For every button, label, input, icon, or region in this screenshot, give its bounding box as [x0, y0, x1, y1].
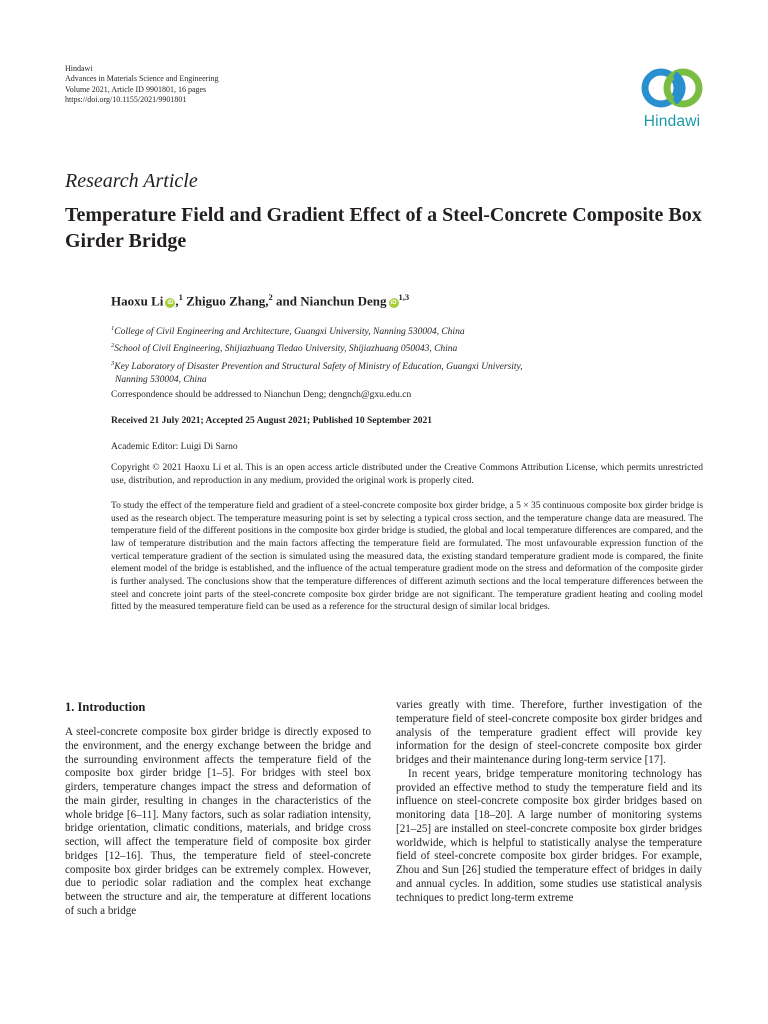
- affiliation: [111, 357, 631, 374]
- hindawi-logo-icon: [637, 64, 707, 114]
- abstract: To study the effect of the temperature field and gradient of a steel-concrete composite box girder bridge, a 5 × 35 continuous composite box girder bridge is used as the research object. The temperature measuring point is set by selecting a typical cross section, and the temperature change data are measured. The temperature field of the different positions in the composite box girder bridge is studied, the global and local temperature differences are compared, and the law of temperature distribution and the main factors affecting the temperature field are formulated. The most unfavourable expression function of the vertical temperature gradient of the section is simulated using the measured data, the existing standard temperature gradient mode is compared, the finite element model of the bridge is established, and the influence of the actual temperature gradient mode on the stress and deformation of the composite girder is further analysed. The conclusions show that the temperature differences of different azimuth sections and the local temperature differences between the steel and concrete joint parts of the steel-concrete composite box girder bridge are not significant. The temperature gradient heating and cooling model fitted by the measured temperature field can be used as a reference for the structural design of similar local bridges.: [111, 501, 704, 613]
- publication-dates: Received 21 July 2021; Accepted 25 August 2021; Published 10 September 2021: [111, 416, 432, 426]
- orcid-icon[interactable]: iD: [167, 300, 174, 307]
- affiliations: [111, 322, 631, 387]
- body-paragraph: A steel-concrete composite box girder bridge is directly exposed to the environment, and the energy exchange between the bridge and the surrounding environment affects the temperature field of the composite box girder bridge [1–5]. For bridges with steel box girders, temperature changes impact the stress and deformation of the main girder, resulting in changes in the characteristics of the whole bridge [6–11]. Many factors, such as solar radiation intensity, bridge orientation, climatic conditions, materials, and bridge cross section, will affect the temperature field of composite box girder bridges [12–16]. Thus, the temperature field of steel-concrete composite box girder bridges can be extremely complex. However, due to periodic solar radiation and the complex heat exchange between the structure and air, the temperature at different locations of such a bridge: [65, 726, 371, 917]
- affiliation-number: 1: [111, 325, 115, 332]
- affiliation: [111, 322, 631, 339]
- author-name[interactable]: and Nianchun Deng: [276, 293, 387, 309]
- journal-info: [65, 64, 219, 106]
- affiliation-number: 2: [111, 342, 115, 350]
- body-column-right: [396, 699, 702, 905]
- author-list: Haoxu Li iD ,$^1$ Zhiguo Zhang,$^2$ and Nianchun Deng iD$^{1,3}$: [111, 292, 410, 309]
- section-heading: 1. Introduction: [65, 700, 146, 714]
- affiliation-text: Key Laboratory of Disaster Prevention and Structural Safety of Ministry of Education, Guangxi University,: [114, 361, 523, 372]
- author-name[interactable]: Zhiguo Zhang,: [186, 293, 269, 309]
- affiliation-number: 3: [111, 359, 115, 367]
- body-paragraph: varies greatly with time. Therefore, further investigation of the temperature field of steel-concrete composite box girder bridges and analysis of the temperature gradient effect will provide key information for the design of steel-concrete composite box girder bridges and their maintenance during long-term service [17].: [396, 699, 702, 766]
- journal-name: Advances in Materials Science and Engineering: [65, 74, 219, 84]
- author-affiliation-number: 1,3: [398, 292, 410, 302]
- doi-link[interactable]: https://doi.org/10.1155/2021/9901801: [65, 95, 187, 105]
- copyright-notice: Copyright © 2021 Haoxu Li et al. This is an open access article distributed under the Creative Commons Attribution License, which permits unrestricted use, distribution, and reproduction in any medium, provided the original work is properly cited.: [111, 463, 703, 486]
- author-affiliation-number: 1: [178, 292, 183, 302]
- article-type: Research Article: [65, 170, 198, 192]
- hindawi-logo: [631, 64, 713, 136]
- affiliation-continuation: Nanning 530004, China: [115, 375, 207, 386]
- author-name[interactable]: Haoxu Li: [111, 293, 164, 309]
- paper-title: Temperature Field and Gradient Effect of a Steel-Concrete Composite Box Girder Bridge: [65, 204, 702, 252]
- orcid-icon[interactable]: iD: [390, 300, 397, 307]
- publisher-name: Hindawi: [65, 64, 93, 73]
- correspondence: Correspondence should be addressed to Nianchun Deng; dengnch@gxu.edu.cn: [111, 390, 412, 400]
- body-column-left: [65, 726, 371, 919]
- logo-text: Hindawi: [643, 113, 701, 130]
- academic-editor: Academic Editor: Luigi Di Sarno: [111, 442, 238, 452]
- body-paragraph: In recent years, bridge temperature monitoring technology has provided an effective method to study the temperature field and its influence on steel-concrete composite box girder bridges based on monitoring data [18–20]. A large number of monitoring systems [21–25] are installed on steel-concrete composite box girder bridges worldwide, which is helpful to statistically analyse the temperature field of steel-concrete composite box girder bridges. For example, Zhou and Sun [26] studied the temperature effect of bridges in daily and annual cycles. In addition, some studies use statistical analysis techniques to predict long-term extreme: [396, 767, 702, 904]
- affiliation-text: College of Civil Engineering and Architecture, Guangxi University, Nanning 530004, China: [114, 327, 465, 338]
- volume-line: Volume 2021, Article ID 9901801, 16 pages: [65, 84, 207, 94]
- author-affiliation-number: 2: [268, 292, 273, 302]
- affiliation-text: School of Civil Engineering, Shijiazhuang Tiedao University, Shijiazhuang 050043, China: [114, 344, 458, 355]
- affiliation: [111, 339, 631, 356]
